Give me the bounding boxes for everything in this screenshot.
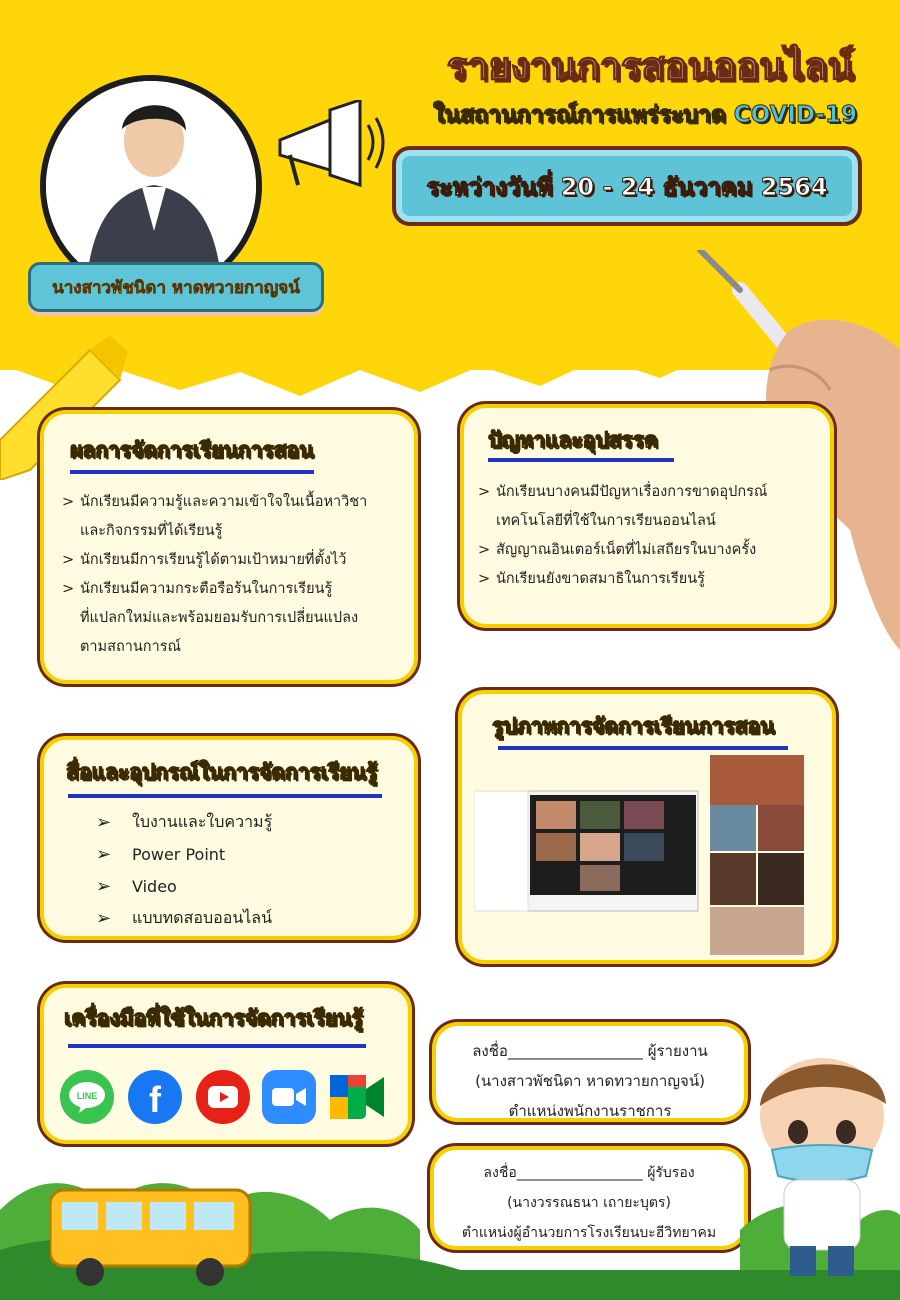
photos-title: รูปภาพการจัดการเรียนการสอน — [492, 714, 775, 738]
megaphone-icon — [270, 100, 390, 190]
photos-title-underline — [498, 746, 788, 750]
teacher-name-tag — [28, 262, 324, 312]
list-item: > นักเรียนมีการเรียนรู้ได้ตามเป้าหมายที่ตั้งไว้ — [62, 552, 347, 568]
google-meet-icon — [330, 1070, 384, 1124]
problems-card — [460, 404, 834, 628]
results-title-underline — [70, 470, 314, 474]
results-title: ผลการจัดการเรียนการสอน — [70, 438, 314, 462]
media-card — [40, 736, 418, 940]
page-subtitle: ในสถานการณ์การแพร่ระบาด COVID-19 — [432, 102, 858, 128]
approver-name: (นางวรรณธนา เถายะบุตร) — [507, 1195, 671, 1211]
approver-position: ตำแหน่งผู้อำนวยการโรงเรียนบะฮีวิทยาคม — [461, 1225, 717, 1241]
date-banner — [392, 146, 862, 226]
media-title-underline — [68, 794, 382, 798]
list-item: ตามสถานการณ์ — [80, 639, 181, 655]
svg-text:LINE: LINE — [76, 1091, 98, 1101]
problems-list — [478, 478, 828, 594]
tools-title-underline — [68, 1044, 366, 1048]
list-item: ➢ Power Point — [96, 843, 226, 865]
approver-sign-line: ลงชื่อ__________________ ผู้รับรอง — [483, 1165, 695, 1181]
boy-with-mask-illustration — [742, 1046, 900, 1278]
reporter-name: (นางสาวพัชนิดา หาดทวายกาญจน์) — [475, 1072, 705, 1090]
list-item: > สัญญาณอินเตอร์เน็ตที่ไม่เสถียรในบางครั้ง — [478, 542, 757, 558]
reporter-sign-line: ลงชื่อ__________________ ผู้รายงาน — [472, 1042, 708, 1060]
list-item: เทคโนโลยีที่ใช้ในการเรียนออนไลน์ — [496, 513, 716, 529]
school-bus-illustration — [50, 1180, 260, 1290]
media-list — [96, 806, 396, 934]
teacher-name: นางสาวพัชนิดา หาดทวายกาญจน์ — [52, 277, 300, 298]
list-item: > นักเรียนมีความกระตือรือร้นในการเรียนรู้ — [62, 581, 333, 597]
problems-title: ปัญหาและอุปสรรค — [488, 428, 658, 452]
list-item: ➢ แบบทดสอบออนไลน์ — [96, 907, 273, 929]
facebook-icon: f — [128, 1070, 182, 1124]
list-item: ที่แปลกใหม่และพร้อมยอมรับการเปลี่ยนแปลง — [80, 610, 359, 626]
list-item: > นักเรียนมีความรู้และความเข้าใจในเนื้อหาวิชา — [62, 494, 368, 510]
youtube-icon — [196, 1070, 250, 1124]
results-list — [62, 488, 412, 662]
line-icon — [60, 1070, 114, 1124]
list-item: และกิจกรรมที่ได้เรียนรู้ — [80, 523, 223, 539]
problems-title-underline — [488, 458, 674, 462]
list-item: > นักเรียนยังขาดสมาธิในการเรียนรู้ — [478, 571, 705, 587]
page-title: รายงานการสอนออนไลน์ — [446, 44, 854, 88]
reporter-signature-box — [432, 1022, 748, 1122]
list-item: > นักเรียนบางคนมีปัญหาเรื่องการขาดอุปกรณ์ — [478, 484, 768, 500]
reporter-position: ตำแหน่งพนักงานราชการ — [508, 1102, 672, 1120]
tools-title: เครื่องมือที่ใช้ในการจัดการเรียนรู้ — [64, 1006, 363, 1030]
media-title: สื่อและอุปกรณ์ในการจัดการเรียนรู้ — [66, 760, 378, 784]
results-card — [40, 410, 418, 684]
zoom-icon — [262, 1070, 316, 1124]
date-range: ระหว่างวันที่ 20 - 24 ธันวาคม 2564 — [426, 172, 828, 201]
list-item: ➢ Video — [96, 875, 177, 897]
online-class-screenshots — [474, 755, 804, 955]
list-item: ➢ ใบงานและใบความรู้ — [96, 811, 273, 833]
